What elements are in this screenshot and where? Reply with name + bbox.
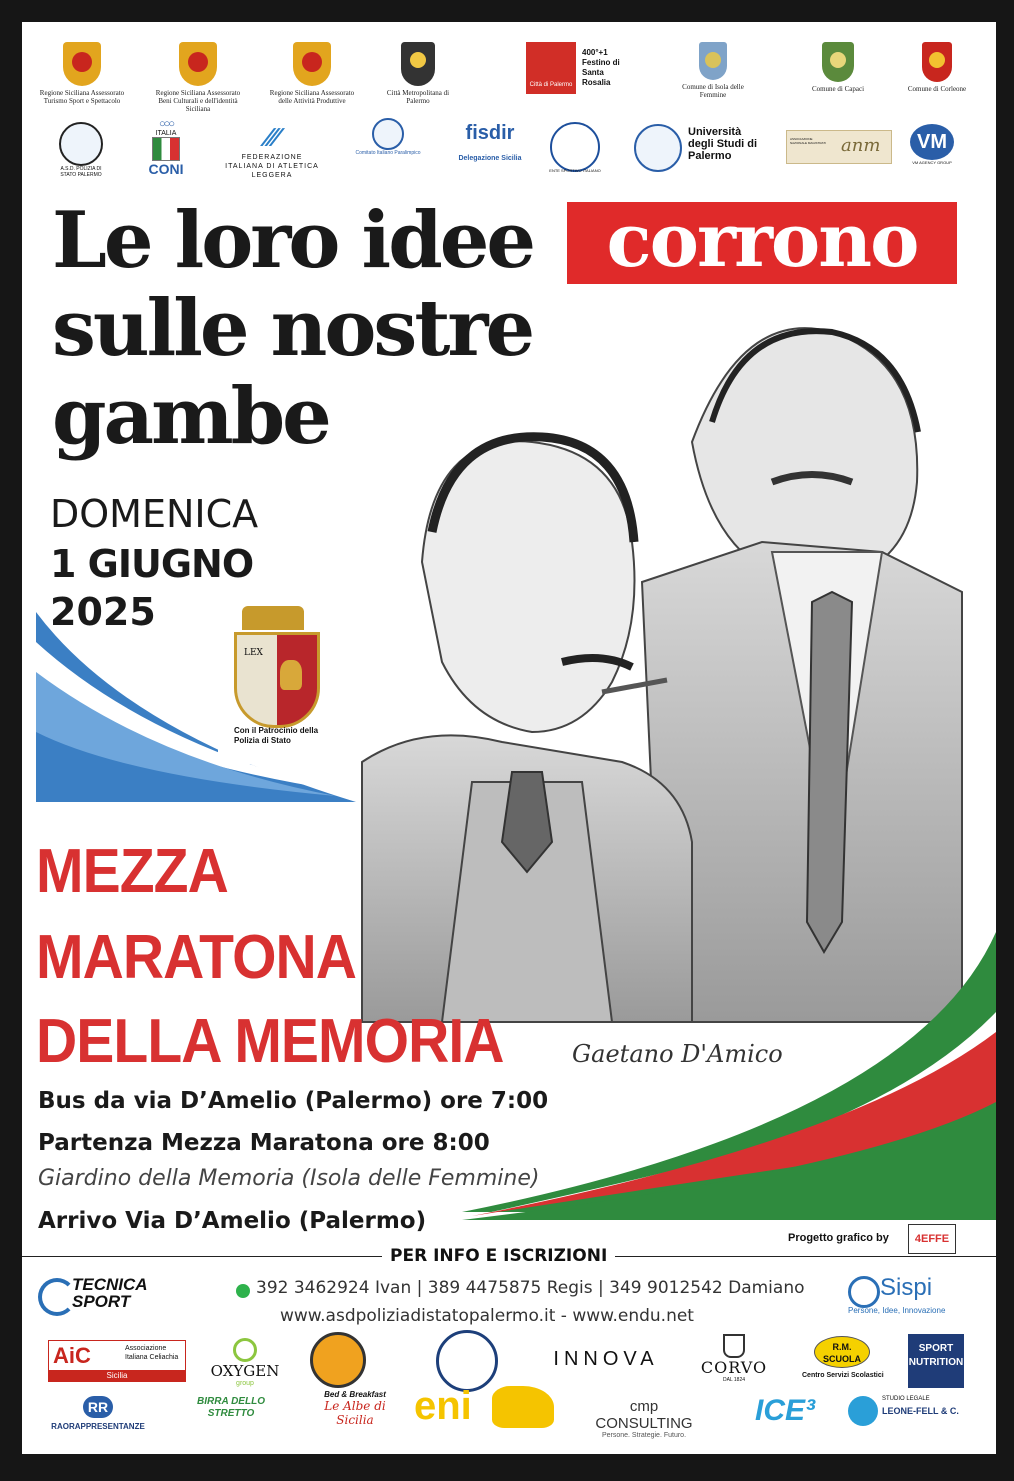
- whatsapp-icon: [236, 1284, 250, 1298]
- logo-fisdir: fisdir Delegazione Sicilia: [458, 122, 522, 162]
- paralympic-icon: [372, 118, 404, 150]
- polizia-emblem: LEX Con il Patrocinio della Polizia di Stato: [218, 602, 330, 764]
- schedule-bus: Bus da via D’Amelio (Palermo) ore 7:00: [38, 1088, 549, 1114]
- sispi-icon: [848, 1276, 880, 1308]
- sponsor-bnb: Bed & Breakfast Le Albe di Sicilia: [324, 1390, 386, 1427]
- logo-vm-agency: VM VM AGENCY GROUP: [902, 124, 962, 176]
- tecnica-swirl-icon: [38, 1278, 76, 1316]
- contact-phones: 392 3462924 Ivan | 389 4475875 Regis | 349 9012542 Damiano: [256, 1278, 805, 1298]
- eni-dog-icon: [492, 1386, 554, 1428]
- town-crest-icon: [699, 42, 727, 80]
- crown-icon: [242, 606, 304, 630]
- date-year: 2025: [50, 590, 156, 634]
- sponsor-eni: eni: [414, 1382, 564, 1436]
- esi-emblem-icon: [550, 122, 600, 172]
- town-crest-icon: [922, 42, 952, 82]
- headline-line-2: sulle nostre: [52, 283, 533, 374]
- logo-isola-femmine: Comune di Isola delle Femmine: [678, 42, 748, 99]
- contact-web[interactable]: www.asdpoliziadistatopalermo.it - www.endu.net: [280, 1306, 694, 1326]
- logo-esi: ENTE SPORTIVO ITALIANO: [548, 122, 602, 172]
- headline-line-1: Le loro idee: [52, 195, 533, 286]
- logo-regione-attivita: Regione Siciliana Assessorato delle Attività Produttive: [266, 42, 358, 105]
- runner-icon: [59, 122, 103, 166]
- logo-corleone: Comune di Corleone: [902, 42, 972, 93]
- sponsor-tecnica-sport: TECNICA SPORT: [38, 1274, 178, 1314]
- logo-asd-polizia: A.S.D. POLIZIA DI STATO PALERMO: [56, 122, 106, 178]
- logo-anm: ASSOCIAZIONE NAZIONALE MAGISTRATI anm: [786, 130, 892, 164]
- info-heading: PER INFO E ISCRIZIONI: [382, 1246, 615, 1266]
- corvo-crest-icon: [723, 1334, 745, 1358]
- logo-regione-beni-culturali: Regione Siciliana Assessorato Beni Culturali e dell'identità Siciliana: [150, 42, 246, 113]
- vm-mark-icon: VM: [910, 124, 954, 160]
- logo-regione-turismo: Regione Siciliana Assessorato Turismo Sport e Spettacolo: [36, 42, 128, 105]
- event-title-line-1: MEZZA: [36, 837, 228, 906]
- consumo-critico-icon: [310, 1332, 366, 1388]
- sponsor-innova: INNOVA: [553, 1348, 659, 1370]
- sponsor-birra-stretto: BIRRA DELLO STRETTO: [197, 1396, 265, 1419]
- leone-globe-icon: [848, 1396, 878, 1426]
- sponsor-cmp: cmp CONSULTING Persone. Strategie. Futuro.: [595, 1398, 693, 1439]
- sponsor-sispi: Sispi Persone, Idee, Innovazione: [848, 1274, 946, 1315]
- sponsor-aic: AiC Associazione Italiana Celiachia Sicilia: [48, 1340, 186, 1382]
- sponsor-sport-nutrition: SPORT NUTRITION: [908, 1334, 964, 1388]
- trinacria-icon: [63, 42, 101, 86]
- oxygen-ring-icon: [233, 1338, 257, 1362]
- olympic-rings-icon: ○○○: [159, 118, 173, 130]
- signature: Gaetano D'Amico: [572, 1040, 783, 1068]
- shield-icon: [234, 632, 320, 728]
- sponsor-corvo: CORVO DAL 1824: [692, 1334, 776, 1386]
- sponsor-rm-scuola: R.M. SCUOLA Centro Servizi Scolastici: [802, 1336, 882, 1388]
- headline-line-3: gambe: [52, 371, 329, 462]
- headline-highlight: corrono: [606, 198, 918, 284]
- logo-capaci: Comune di Capaci: [798, 42, 878, 93]
- sponsor-oxygen: OXYGEN group: [202, 1338, 288, 1382]
- sponsor-rr: RR RAORAPPRESENTANZE: [48, 1396, 148, 1436]
- trinacria-icon: [293, 42, 331, 86]
- eagle-crest-icon: [401, 42, 435, 86]
- schedule-arrival: Arrivo Via D’Amelio (Palermo): [38, 1208, 427, 1234]
- fidal-mark-icon: ∕∕∕: [265, 122, 279, 152]
- event-title-line-3: DELLA MEMORIA: [36, 1007, 504, 1076]
- unipa-seal-icon: [634, 124, 682, 172]
- logo-coni: ○○○ ITALIA CONI: [144, 118, 188, 180]
- italy-shield-icon: [152, 137, 180, 161]
- town-crest-icon: [822, 42, 854, 82]
- trinacria-icon: [179, 42, 217, 86]
- logo-unipa: Università degli Studi di Palermo: [634, 122, 764, 174]
- lion-icon: [280, 660, 302, 690]
- logo-cip: Comitato Italiano Paralimpico: [348, 118, 428, 178]
- date-date: 1 GIUGNO: [50, 542, 254, 586]
- sponsor-ice: ICE³: [755, 1394, 815, 1427]
- date-day: DOMENICA: [50, 492, 259, 536]
- schedule-start: Partenza Mezza Maratona ore 8:00: [38, 1130, 490, 1156]
- graphic-credit: [788, 1224, 988, 1254]
- sponsor-leone-fell: STUDIO LEGALE LEONE-FELL & C.: [848, 1392, 966, 1432]
- logo-fidal: ∕∕∕ FEDERAZIONE ITALIANA DI ATLETICA LEGGERA: [222, 122, 322, 178]
- graphic-credit-label: Progetto grafico by: [788, 1232, 889, 1244]
- graphic-credit-brand: 4EFFE: [908, 1224, 956, 1254]
- schedule-start-place: Giardino della Memoria (Isola delle Femmine): [38, 1166, 540, 1191]
- sponsor-consumo-critico: [306, 1332, 370, 1388]
- logo-citta-metropolitana: Città Metropolitana di Palermo: [378, 42, 458, 105]
- event-title-line-2: MARATONA: [36, 923, 357, 992]
- portrait-illustration: [362, 302, 962, 1068]
- logo-citta-palermo: Città di Palermo 400°+1 Festino di Santa Rosalia: [526, 42, 636, 98]
- poster: [22, 22, 996, 1454]
